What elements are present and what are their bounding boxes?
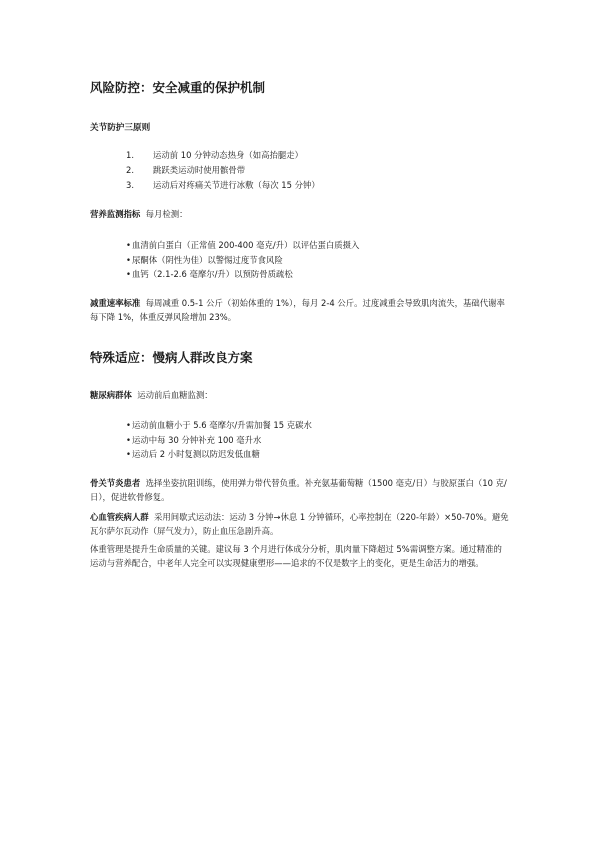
closing-paragraph: 体重管理是提升生命质量的关键。建议每 3 个月进行体成分分析，肌肉量下降超过 5%需调整方案。通过精准的运动与营养配合，中老年人完全可以实现健康塑形——追求的不仅是数字上的变化，更是生命活力的增强。 [90, 544, 502, 568]
diabetes-label: 糖尿病群体 [90, 390, 132, 400]
weight-loss-rate-paragraph [90, 297, 509, 324]
nutrition-indicator-list [126, 238, 359, 282]
arthritis-label: 骨关节炎患者 [90, 478, 141, 488]
joint-protection-heading: 关节防护三原则 [90, 123, 151, 133]
arthritis-text: 选择坐姿抗阻训练，使用弹力带代替负重。补充氨基葡萄糖（1500 毫克/日）与胶原蛋白（10 克/日），促进软骨修复。 [90, 478, 507, 502]
joint-rules-list [126, 148, 320, 193]
section-title-special-adaptation: 特殊适应：慢病人群改良方案 [90, 350, 253, 365]
cardio-label: 心血管疾病人群 [90, 512, 149, 522]
diabetes-monitoring-list [126, 418, 312, 462]
section-special-adaptation [90, 350, 509, 366]
section-risk-control [90, 80, 509, 96]
nutrition-intro: 每月检测： [145, 209, 188, 219]
diabetes-intro: 运动前后血糖监测： [137, 390, 213, 400]
list-item: 3. 运动后对疼痛关节进行冰敷（每次 15 分钟） [126, 180, 320, 190]
list-item: 1. 运动前 10 分钟动态热身（如高抬腿走） [126, 150, 303, 160]
section-title-risk-control: 风险防控：安全减重的保护机制 [90, 80, 266, 95]
list-item: •血清前白蛋白（正常值 200-400 毫克/升）以评估蛋白质摄入 [126, 240, 360, 250]
list-item: 2. 跳跃类运动时使用髌骨带 [126, 165, 246, 175]
cardiovascular-paragraph [90, 511, 509, 538]
list-item: •尿酮体（阴性为佳）以警惕过度节食风险 [126, 254, 283, 265]
nutrition-label: 营养监测指标 [90, 209, 141, 219]
list-item: •运动中每 30 分钟补充 100 毫升水 [126, 434, 262, 445]
cardio-text: 采用间歇式运动法：运动 3 分钟→休息 1 分钟循环，心率控制在（220-年龄）×50-70%。避免瓦尔萨尔瓦动作（屏气发力），防止血压急剧升高。 [90, 512, 509, 536]
list-item: •运动前血糖小于 5.6 毫摩尔/升需加餐 15 克碳水 [126, 420, 312, 430]
list-item: •血钙（2.1-2.6 毫摩尔/升）以预防骨质疏松 [126, 269, 293, 279]
rate-text: 每周减重 0.5-1 公斤（初始体重的 1%），每月 2-4 公斤。过度减重会导致肌肉流失，基础代谢率每下降 1%，体重反弹风险增加 23%。 [90, 298, 505, 322]
list-item: •运动后 2 小时复测以防迟发低血糖 [126, 449, 260, 459]
diabetes-line [90, 389, 509, 403]
nutrition-monitoring-line [90, 208, 509, 222]
rate-label: 减重速率标准 [90, 298, 141, 308]
osteoarthritis-paragraph [90, 477, 509, 504]
